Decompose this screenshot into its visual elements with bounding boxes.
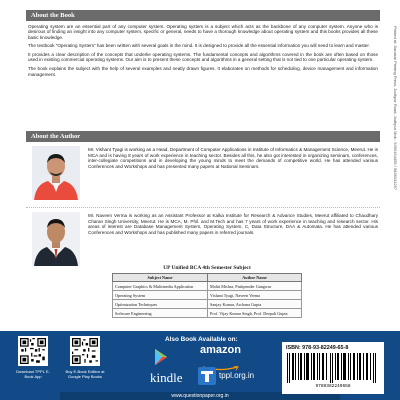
qr-code-play-books[interactable] bbox=[70, 336, 100, 366]
book-paragraph: Operating system are an essential part of any computer system. Operating system is a subject which acts as the backbone of any computer system. Anyone who is desirous of finding an insight into any computer system, specific or general, needs to have a thorough knowledge about operating system and this books provides all these basic knowledge. bbox=[28, 23, 378, 40]
available-on-text: Also Book Available on: bbox=[165, 336, 238, 343]
author-bio: Mr. Vishant Tyagi is working as a Head, Department of Computer Applications in Institute of Informatics & Management Science, Meerut. He is MCA and is having 8 years of work experience in teaching sector. Besides all this, he also got interested in organizing seminars, conferences, inter-collegiate competitions and in developing the young minds to meet the demands of competitive world. He has attended various Conferences and Workshops and has presented many papers at National Seminars. bbox=[88, 147, 378, 169]
subject-table-section bbox=[112, 265, 302, 318]
author-cell: Prof. Vijay Kumar Singh, Prof. Deepali Gupta bbox=[208, 309, 302, 318]
qr-left-caption: Download TPPL E-Book App bbox=[16, 369, 50, 379]
author-cell: Sanjay Kumar, Archana Gupta bbox=[208, 300, 302, 309]
subject-cell: Computer Graphics & Multimedia Application bbox=[113, 282, 208, 291]
table-row bbox=[113, 300, 302, 309]
book-paragraph: The textbook “Operating System” has been written with several goals in the mind. It is designed to provide all the essential information you will need to learn and master. bbox=[28, 43, 370, 49]
about-author-heading: About the Author bbox=[26, 131, 380, 142]
subject-table bbox=[112, 273, 302, 318]
author-cell: Vishant Tyagi, Naveen Verma bbox=[208, 291, 302, 300]
tppl-logo-icon bbox=[198, 367, 216, 385]
isbn-text: ISBN: 978-93-82249-65-8 bbox=[286, 345, 349, 351]
back-cover bbox=[16, 0, 380, 400]
table-row bbox=[113, 291, 302, 300]
footer-url[interactable]: www.questionpaper.org.in bbox=[60, 392, 340, 400]
amazon-logo[interactable]: amazon bbox=[200, 344, 241, 356]
barcode bbox=[286, 353, 380, 387]
subject-cell: Operating System bbox=[113, 291, 208, 300]
subject-table-title: UP Unified BCA 4th Semester Subject bbox=[163, 265, 251, 271]
kindle-logo[interactable]: kindle bbox=[150, 370, 183, 385]
footer-band bbox=[0, 331, 400, 400]
author-block bbox=[26, 142, 380, 208]
qr-code-app[interactable] bbox=[18, 336, 48, 366]
about-book-heading: About the Book bbox=[26, 10, 380, 21]
column-header: Subject Name bbox=[113, 274, 208, 282]
qr-code-icon bbox=[72, 338, 98, 364]
book-paragraph: It provides a clear description of the concepts that underlie operating systems. The fundamental concepts and algorithms covered in the book are often based on those used in existing commercial operating systems. Our aim is to present these concepts and algorithms in a general setting that is not tied to one particular operating system. bbox=[28, 51, 378, 63]
table-row bbox=[113, 309, 302, 318]
side-print-text bbox=[393, 26, 398, 326]
about-author-section bbox=[26, 131, 380, 274]
author-bio: Mr. Naveen Verma is working as an Assistant Professor at Kalka Institute for Research & Advance Studies, Meerut affiliated to Chaudhary Charan Singh University, Meerut. He is MCA, M. Phil. and M.Tech and has 7 years of work experience in teaching and research sector. His areas of interest are Database Management System, Operating System, C, Data Structure, DAA & Automata. He has attended various Conferences and Workshops and has published many papers in referred journals. bbox=[88, 213, 378, 235]
google-play-icon[interactable] bbox=[152, 348, 170, 366]
qr-right-caption: Buy E-Book Edition at Google Play Books bbox=[65, 369, 105, 379]
amazon-smile-icon bbox=[201, 358, 241, 363]
author-photo bbox=[32, 146, 80, 200]
tppl-website[interactable]: tppl.org.in bbox=[219, 371, 255, 380]
table-header-row bbox=[113, 274, 302, 282]
author-cell: Mohit Mishra, Pushpender Gangwar bbox=[208, 282, 302, 291]
subject-cell: Software Engineering bbox=[113, 309, 208, 318]
table-row bbox=[113, 282, 302, 291]
barcode-box bbox=[282, 342, 384, 394]
barcode-digits: 9789382249658 bbox=[315, 384, 351, 387]
column-header: Author Name bbox=[208, 274, 302, 282]
qr-code-icon bbox=[20, 338, 46, 364]
side-print-label: Printed at: Sanskar Printing Press, Jodhpur Road, Jodhpur Mob.: 9350154455 / 9828341257 bbox=[393, 26, 398, 191]
about-book-section bbox=[26, 10, 380, 80]
author-photo bbox=[32, 212, 80, 266]
subject-cell: Optimization Techniques bbox=[113, 300, 208, 309]
book-paragraph: The book explains the subject with the help of several examples and neatly drawn figures. It elaborates on methods for scheduling, device management and information management. bbox=[28, 66, 378, 77]
